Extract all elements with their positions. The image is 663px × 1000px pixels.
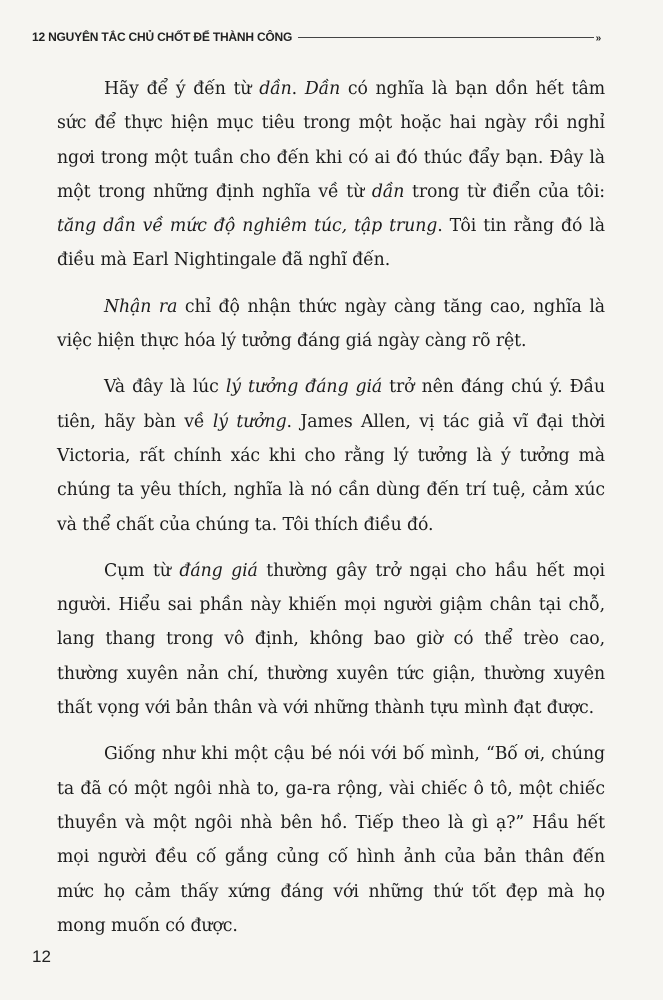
paragraph [57, 370, 605, 541]
text-run: . Tôi tin rằng đó là điều mà Earl Nightingale đã nghĩ đến. [57, 216, 605, 271]
text-run: trong từ điển của tôi: [404, 181, 605, 202]
italic-text: dần [259, 79, 292, 99]
italic-text: dần [371, 181, 405, 202]
header-rule [298, 37, 593, 38]
italic-text: lý tưởng [212, 411, 287, 432]
page-number: 12 [32, 947, 51, 966]
italic-text: Dần [304, 79, 341, 99]
text-run: Cụm từ [104, 560, 180, 581]
italic-text: lý tưởng đáng giá [225, 377, 383, 398]
text-run: . [291, 79, 305, 99]
italic-text: Nhận ra [104, 296, 178, 317]
header-end-mark: » [595, 33, 601, 44]
italic-text: đáng giá [179, 560, 258, 581]
paragraph [57, 72, 605, 278]
running-header-title: 12 NGUYÊN TẮC CHỦ CHỐT ĐỂ THÀNH CÔNG [32, 30, 293, 44]
text-run: trở nên đáng chú ý. Đầu tiên, hãy bàn về [57, 377, 606, 432]
text-run: Giống như khi một cậu bé nói với bố mình, “Bố ơi, chúng ta đã có một ngôi nhà to, ga-ra rộng, vài chiếc ô tô, một chiếc thuyền và một ngôi nhà bên hồ. Tiếp theo là gì ạ?” Hầu hết mọi người đều cố gắng củng cố hình ảnh của bản thân đến mức họ cảm thấy xứng đáng với những thứ tốt đẹp mà họ mong muốn có được. [57, 744, 605, 936]
body-text [57, 72, 605, 955]
text-run: Và đây là lúc [104, 377, 226, 398]
text-run: có nghĩa là bạn dồn hết tâm sức để thực hiện mục tiêu trong một hoặc hai ngày rồi nghỉ ngơi trong một tuần cho đến khi có ai đó thúc đẩy bạn. Đây là một trong những định nghĩa về từ [57, 79, 605, 202]
paragraph [57, 290, 605, 359]
text-run: thường gây trở ngại cho hầu hết mọi người. Hiểu sai phần này khiến mọi người giậm chân tại chỗ, lang thang trong vô định, không bao giờ có thể trèo cao, thường xuyên nản chí, thường xuyên tức giận, thường xuyên thất vọng với bản thân và với những thành tựu mình đạt được. [57, 560, 605, 719]
text-run: Hãy để ý đến từ [104, 79, 260, 99]
text-run: chỉ độ nhận thức ngày càng tăng cao, nghĩa là việc hiện thực hóa lý tưởng đáng giá ngày càng rõ rệt. [57, 296, 605, 352]
text-run: . James Allen, vị tác giả vĩ đại thời Victoria, rất chính xác khi cho rằng lý tưởng là ý tưởng mà chúng ta yêu thích, nghĩa là nó cần dùng đến trí tuệ, cảm xúc và thể chất của chúng ta. Tôi thích điều đó. [57, 411, 605, 535]
paragraph [57, 554, 605, 725]
italic-text: tăng dần về mức độ nghiêm túc, tập trung [57, 216, 438, 237]
paragraph [57, 737, 605, 943]
running-header [32, 30, 601, 44]
